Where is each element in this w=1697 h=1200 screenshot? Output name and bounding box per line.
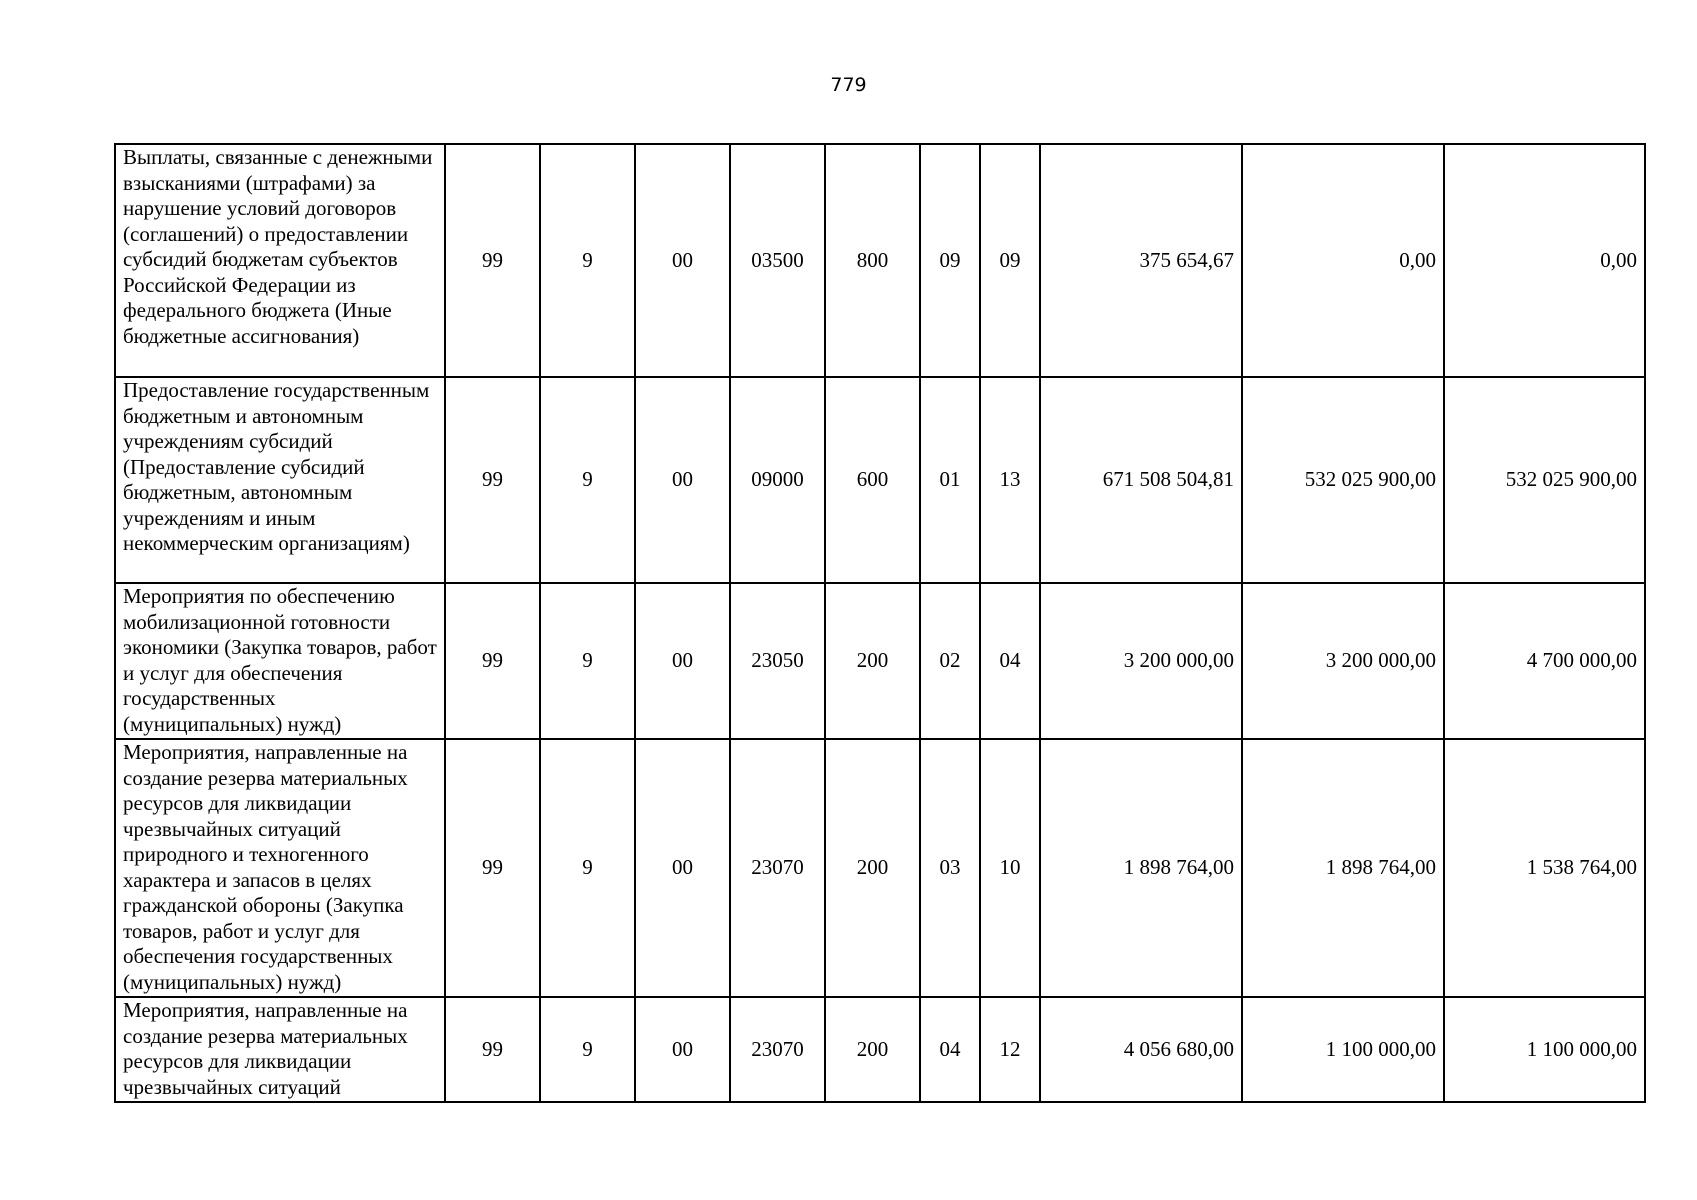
amount-year-1: 3 200 000,00	[1040, 583, 1242, 739]
code-program: 99	[445, 144, 540, 377]
table-row	[115, 997, 1645, 1102]
amount-year-1: 671 508 504,81	[1040, 377, 1242, 583]
row-description: Мероприятия, направленные на создание резерва материальных ресурсов для ликвидации чрезвычайных ситуаций	[115, 997, 445, 1102]
code-program: 99	[445, 583, 540, 739]
code-subprogram: 9	[540, 377, 635, 583]
table-row	[115, 583, 1645, 739]
code-direction: 23070	[730, 739, 825, 997]
code-subprogram: 9	[540, 997, 635, 1102]
page-number: 779	[830, 74, 867, 96]
code-program: 99	[445, 377, 540, 583]
code-expense-type: 800	[825, 144, 920, 377]
amount-year-3: 532 025 900,00	[1444, 377, 1645, 583]
code-main-activity: 00	[635, 144, 730, 377]
row-description: Выплаты, связанные с денежными взысканиями (штрафами) за нарушение условий договоров (соглашений) о предоставлении субсидий бюджетам субъектов Российской Федерации из федерального бюджета (Иные бюджетные ассигнования)	[115, 144, 445, 377]
table-row	[115, 144, 1645, 377]
code-section: 03	[920, 739, 980, 997]
amount-year-3: 4 700 000,00	[1444, 583, 1645, 739]
amount-year-3: 0,00	[1444, 144, 1645, 377]
code-program: 99	[445, 997, 540, 1102]
code-subsection: 12	[980, 997, 1040, 1102]
amount-year-2: 0,00	[1242, 144, 1444, 377]
code-main-activity: 00	[635, 739, 730, 997]
code-section: 01	[920, 377, 980, 583]
code-subprogram: 9	[540, 583, 635, 739]
row-description: Мероприятия, направленные на создание резерва материальных ресурсов для ликвидации чрезвычайных ситуаций природного и техногенного характера и запасов в целях гражданской обороны (Закупка товаров, работ и услуг для обеспечения государственных (муниципальных) нужд)	[115, 739, 445, 997]
amount-year-3: 1 100 000,00	[1444, 997, 1645, 1102]
code-subsection: 09	[980, 144, 1040, 377]
code-expense-type: 200	[825, 997, 920, 1102]
code-direction: 09000	[730, 377, 825, 583]
code-subprogram: 9	[540, 739, 635, 997]
amount-year-3: 1 538 764,00	[1444, 739, 1645, 997]
code-subsection: 10	[980, 739, 1040, 997]
table-row	[115, 739, 1645, 997]
amount-year-2: 3 200 000,00	[1242, 583, 1444, 739]
code-expense-type: 200	[825, 739, 920, 997]
amount-year-2: 1 898 764,00	[1242, 739, 1444, 997]
code-subprogram: 9	[540, 144, 635, 377]
code-direction: 23070	[730, 997, 825, 1102]
code-direction: 03500	[730, 144, 825, 377]
code-section: 02	[920, 583, 980, 739]
code-main-activity: 00	[635, 583, 730, 739]
code-subsection: 13	[980, 377, 1040, 583]
amount-year-2: 1 100 000,00	[1242, 997, 1444, 1102]
amount-year-1: 4 056 680,00	[1040, 997, 1242, 1102]
code-subsection: 04	[980, 583, 1040, 739]
row-description: Предоставление государственным бюджетным и автономным учреждениям субсидий (Предоставление субсидий бюджетным, автономным учреждениям и иным некоммерческим организациям)	[115, 377, 445, 583]
code-program: 99	[445, 739, 540, 997]
budget-table	[114, 143, 1646, 1103]
amount-year-1: 375 654,67	[1040, 144, 1242, 377]
row-description: Мероприятия по обеспечению мобилизационной готовности экономики (Закупка товаров, работ и услуг для обеспечения государственных (муниципальных) нужд)	[115, 583, 445, 739]
code-section: 09	[920, 144, 980, 377]
amount-year-1: 1 898 764,00	[1040, 739, 1242, 997]
code-section: 04	[920, 997, 980, 1102]
code-expense-type: 600	[825, 377, 920, 583]
code-main-activity: 00	[635, 377, 730, 583]
table-row	[115, 377, 1645, 583]
code-main-activity: 00	[635, 997, 730, 1102]
code-direction: 23050	[730, 583, 825, 739]
code-expense-type: 200	[825, 583, 920, 739]
amount-year-2: 532 025 900,00	[1242, 377, 1444, 583]
